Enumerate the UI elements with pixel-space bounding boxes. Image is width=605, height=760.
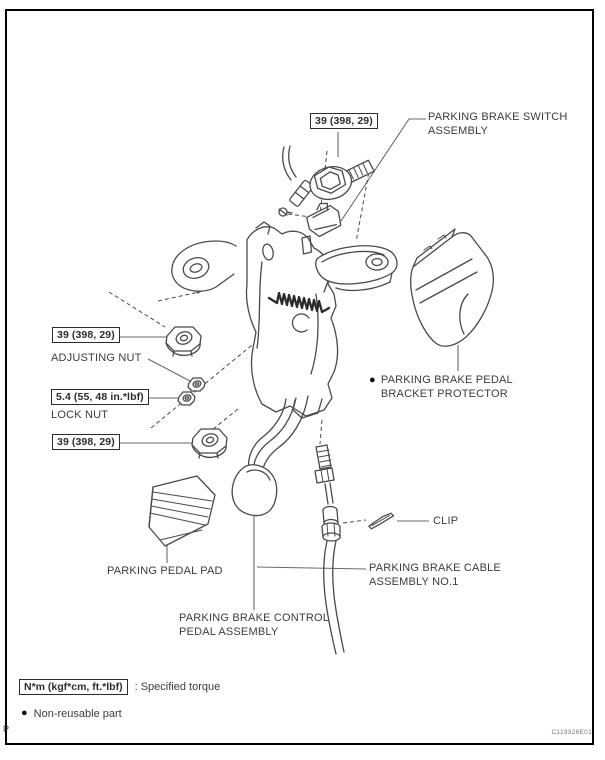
pedal-pad-drawing [149,476,215,546]
label-control-pedal-line1: PARKING BRAKE CONTROL [179,612,330,624]
label-bracket-protector-line2: BRACKET PROTECTOR [380,387,508,400]
label-pedal-pad: PARKING PEDAL PAD [107,565,223,577]
label-clip: CLIP [433,515,459,527]
label-control-pedal-assembly [179,612,329,639]
switch-wire-drawing [283,146,314,207]
torque-spec-upper-nut: 39 (398, 29) [52,327,120,343]
legend-bullet-icon: ● [21,707,28,719]
figure-code: C119326E01 [551,729,592,736]
screw-drawing [279,208,292,216]
lock-nut-drawing [178,392,195,405]
page-letter: P [3,724,10,734]
label-control-pedal-line2: PEDAL ASSEMBLY [179,625,279,638]
non-reusable-bullet-icon: ● [369,374,376,386]
torque-spec-top: 39 (398, 29) [310,113,378,129]
legend-torque-symbol: N*m (kgf*cm, ft.*lbf) [19,679,128,695]
torque-spec-lower-nut: 39 (398, 29) [52,434,120,450]
legend-torque-meaning: : Specified torque [134,681,221,693]
torque-spec-lock-nut: 5.4 (55, 48 in.*lbf) [51,389,149,405]
label-cable-assembly-line1: PARKING BRAKE CABLE [369,562,501,574]
legend-nonreusable [21,707,122,720]
label-bracket-protector [369,374,513,401]
label-cable-assembly [369,562,501,589]
label-lock-nut: LOCK NUT [51,409,109,421]
clip-drawing [367,513,395,529]
label-cable-assembly-line2: ASSEMBLY NO.1 [369,575,459,588]
legend-torque [19,679,220,695]
label-switch-assembly-line2: ASSEMBLY [428,124,489,137]
protector-drawing [411,229,494,346]
adjusting-nut-drawing [188,378,205,391]
lower-nut-drawing [192,429,227,458]
upper-nut-drawing [166,327,201,356]
label-bracket-protector-line1: PARKING BRAKE PEDAL [380,374,513,386]
label-switch-assembly-line1: PARKING BRAKE SWITCH [428,111,568,123]
label-switch-assembly [428,111,567,138]
bracket-drawing [172,222,397,418]
switch-drawing [303,199,344,239]
label-adjusting-nut: ADJUSTING NUT [51,352,142,364]
legend-nonreusable-text: Non-reusable part [33,707,122,720]
